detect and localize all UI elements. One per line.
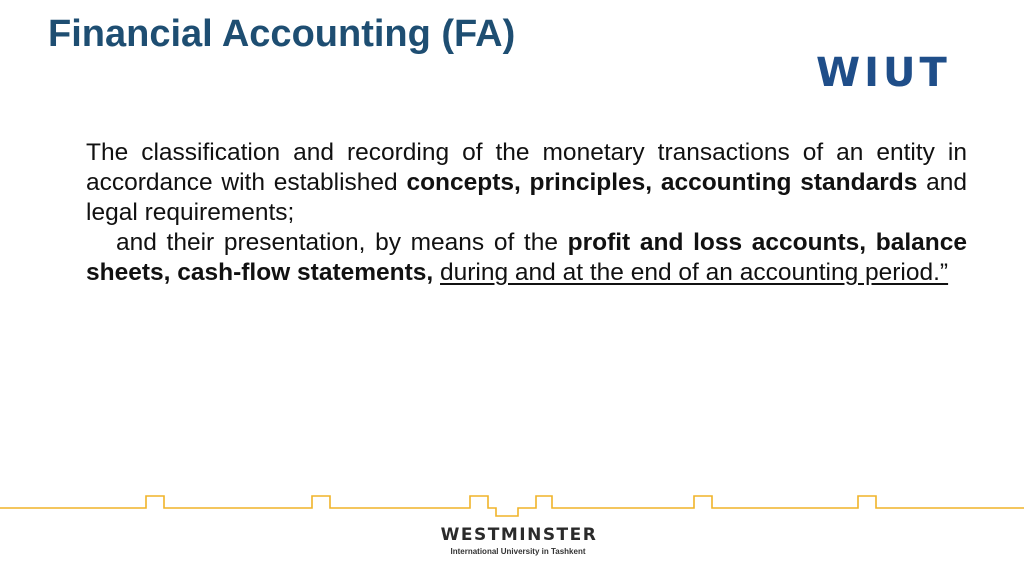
westminster-footer-logo xyxy=(0,524,1024,558)
wiut-logo: WIUT xyxy=(816,50,951,96)
slide-title: Financial Accounting (FA) xyxy=(48,13,516,55)
definition-paragraph-1 xyxy=(86,138,967,228)
p1-bold-concepts: concepts, principles, accounting standards xyxy=(406,169,918,196)
footer-university-name: WESTMINSTER xyxy=(440,525,598,545)
p1-text-a: The classification and recording of the monetary transactions of an entity in accordance with established xyxy=(86,139,967,196)
definition-paragraph-2 xyxy=(86,228,967,288)
footer-university-subtitle: International University in Tashkent xyxy=(450,547,586,556)
p1-text-c: and legal requirements; xyxy=(86,169,967,226)
p2-underlined-period: during and at the end of an accounting period.” xyxy=(440,259,949,286)
p2-text-c xyxy=(433,259,440,286)
p2-bold-statements: profit and loss accounts, balance sheets, cash-flow statements, xyxy=(86,229,967,286)
definition-text xyxy=(86,138,967,288)
p2-text-a: and their presentation, by means of the xyxy=(116,229,568,256)
footer-skyline-divider xyxy=(0,490,1024,520)
